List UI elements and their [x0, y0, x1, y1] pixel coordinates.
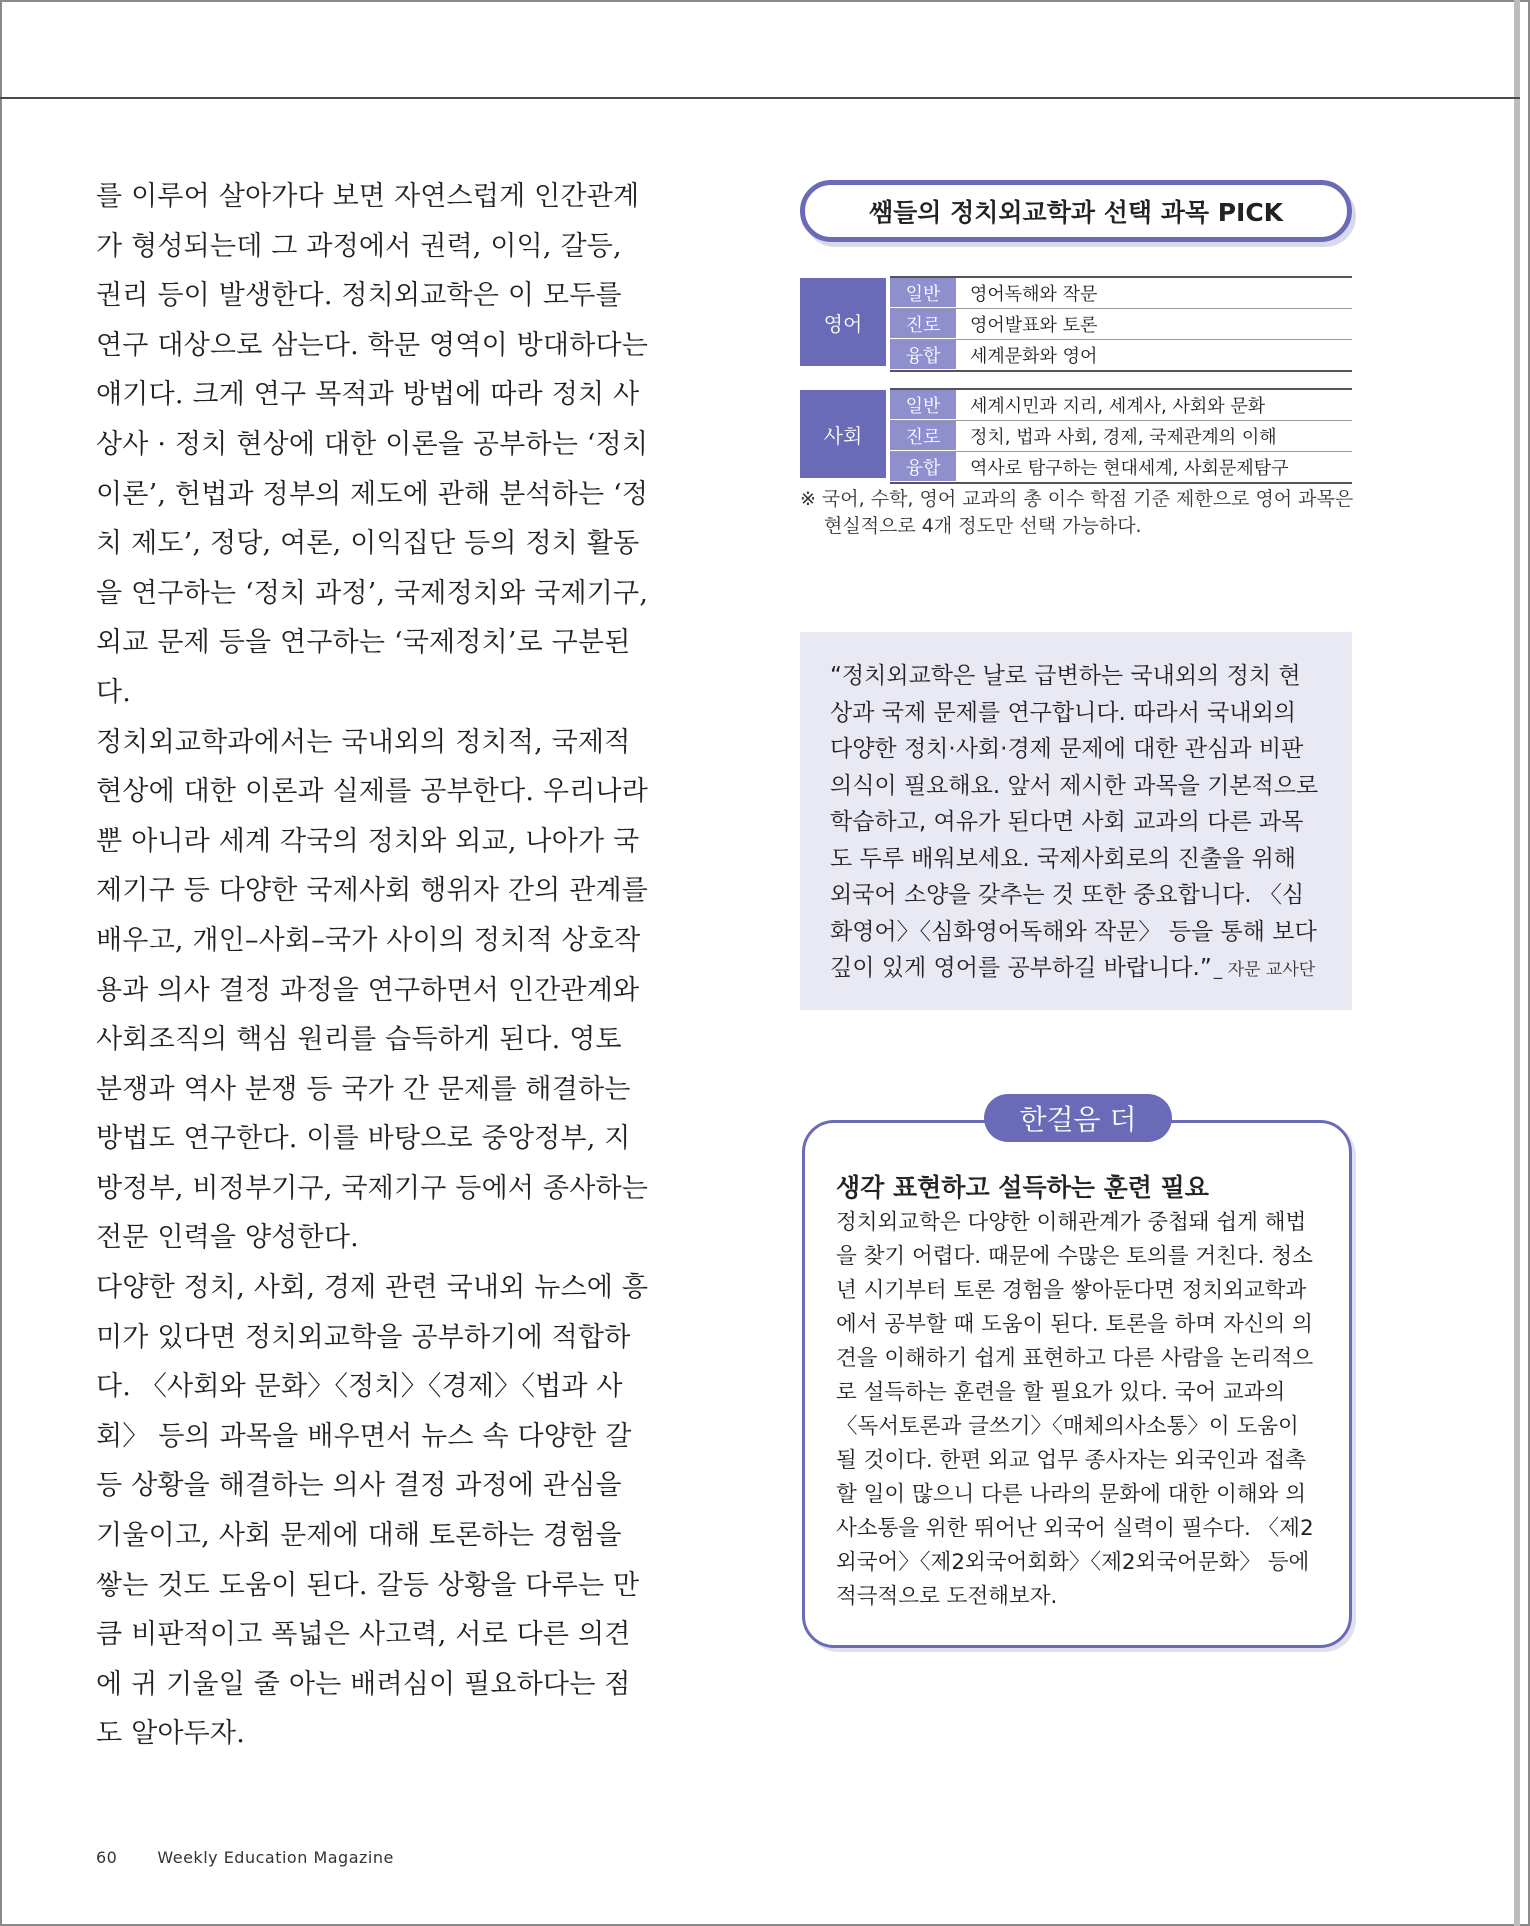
course-name: 정치, 법과 사회, 경제, 국제관계의 이해 [970, 427, 1277, 448]
course-name: 세계시민과 지리, 세계사, 사회와 문화 [970, 396, 1266, 417]
quote-text: “정치외교학은 날로 급변하는 국내외의 정치 현상과 국제 문제를 연구합니다. 따라서 국내외의 다양한 정치·사회·경제 문제에 대한 관심과 비판 의식이 필요해요. 앞서 제시한 과목을 기본적으로 학습하고, 여유가 된다면 사회 교과의 다른 과목도 두루 배워보세요. 국제사회로의 진출을 위해 외국어 소양을 갖추는 것 또한 중요합니다. 〈심화영어〉〈심화영어독해와 작문〉 등을 통해 보다 깊이 있게 영어를 공부하길 바랍니다.” [830, 663, 1319, 981]
course-row [890, 452, 1352, 484]
one-more-step-heading: 생각 표현하고 설득하는 훈련 필요 [836, 1173, 1209, 1202]
course-type: 융합 [890, 340, 956, 370]
article-paragraph: 다양한 정치, 사회, 경제 관련 국내외 뉴스에 흥미가 있다면 정치외교학을 공부하기에 적합하다. 〈사회와 문화〉〈정치〉〈경제〉〈법과 사회〉 등의 과목을 배우면서 뉴스 속 다양한 갈등 상황을 해결하는 의사 결정 과정에 관심을 기울이고, 사회 문제에 대해 토론하는 경험을 쌓는 것도 도움이 된다. 갈등 상황을 다루는 만큼 비판적이고 폭넓은 사고력, 서로 다른 의견에 귀 기울일 줄 아는 배려심이 필요하다는 점도 알아두자. [96, 1272, 649, 1750]
article-body [96, 172, 656, 1759]
subject-rows [890, 276, 1352, 372]
course-row [890, 278, 1352, 309]
subject-rows [890, 388, 1352, 484]
course-row [890, 421, 1352, 452]
note-mark: ※ [800, 488, 816, 510]
pick-title: 쌤들의 정치외교학과 선택 과목 PICK [800, 180, 1352, 242]
one-more-step-body: 정치외교학은 다양한 이해관계가 중첩돼 쉽게 해법을 찾기 어렵다. 때문에 수많은 토의를 거친다. 청소년 시기부터 토론 경험을 쌓아둔다면 정치외교학과에서 공부할 때 도움이 된다. 토론을 하며 자신의 의견을 이해하기 쉽게 표현하고 다른 사람을 논리적으로 설득하는 훈련을 할 필요가 있다. 국어 교과의 〈독서토론과 글쓰기〉〈매체의사소통〉이 도움이 될 것이다. 한편 외교 업무 종사자는 외국인과 접촉할 일이 많으니 다른 나라의 문화에 대한 이해와 의사소통을 위한 뛰어난 외국어 실력이 필수다. 〈제2외국어〉〈제2외국어회화〉〈제2외국어문화〉 등에 적극적으로 도전해보자. [836, 1210, 1314, 1609]
page-number: 60 [96, 1848, 118, 1867]
note-line: 현실적으로 4개 정도만 선택 가능하다. [824, 515, 1142, 537]
course-name: 역사로 탐구하는 현대세계, 사회문제탐구 [970, 458, 1289, 479]
course-row [890, 390, 1352, 421]
article-paragraph: 정치외교학과에서는 국내외의 정치적, 국제적 현상에 대한 이론과 실제를 공부한다. 우리나라뿐 아니라 세계 각국의 정치와 외교, 나아가 국제기구 등 다양한 국제사회 행위자 간의 관계를 배우고, 개인–사회–국가 사이의 정치적 상호작용과 의사 결정 과정을 연구하면서 인간관계와 사회조직의 핵심 원리를 습득하게 된다. 영토 분쟁과 역사 분쟁 등 국가 간 문제를 해결하는 방법도 연구한다. 이를 바탕으로 중앙정부, 지방정부, 비정부기구, 국제기구 등에서 종사하는 전문 인력을 양성한다. [96, 726, 649, 1254]
course-type: 융합 [890, 452, 956, 482]
subject-label: 사회 [800, 390, 886, 478]
course-name: 영어독해와 작문 [970, 284, 1098, 305]
course-row [890, 340, 1352, 372]
page-footer [96, 1848, 394, 1867]
note-line: 국어, 수학, 영어 교과의 총 이수 학점 기준 제한으로 영어 과목은 [821, 488, 1354, 510]
course-name: 영어발표와 토론 [970, 315, 1098, 336]
course-type: 진로 [890, 309, 956, 339]
course-name: 세계문화와 영어 [970, 346, 1098, 367]
page-edge [1514, 0, 1520, 1926]
header-rule [0, 97, 1520, 99]
article-paragraph: 를 이루어 살아가다 보면 자연스럽게 인간관계가 형성되는데 그 과정에서 권력, 이익, 갈등, 권리 등이 발생한다. 정치외교학은 이 모두를 연구 대상으로 삼는다. 학문 영역이 방대하다는 얘기다. 크게 연구 목적과 방법에 따라 정치 사상사 · 정치 현상에 대한 이론을 공부하는 ‘정치 이론’, 헌법과 정부의 제도에 관해 분석하는 ‘정치 제도’, 정당, 여론, 이익집단 등의 정치 활동을 연구하는 ‘정치 과정’, 국제정치와 국제기구, 외교 문제 등을 연구하는 ‘국제정치’로 구분된다. [96, 181, 649, 708]
quote-box [800, 632, 1352, 1010]
course-type: 일반 [890, 390, 956, 420]
course-row [890, 309, 1352, 340]
pick-note [800, 486, 1360, 540]
one-more-step-badge: 한걸음 더 [984, 1094, 1172, 1142]
magazine-name: Weekly Education Magazine [157, 1848, 394, 1867]
subject-label: 영어 [800, 278, 886, 366]
course-type: 진로 [890, 421, 956, 451]
course-type: 일반 [890, 278, 956, 308]
quote-source: _ 자문 교사단 [1213, 960, 1316, 980]
